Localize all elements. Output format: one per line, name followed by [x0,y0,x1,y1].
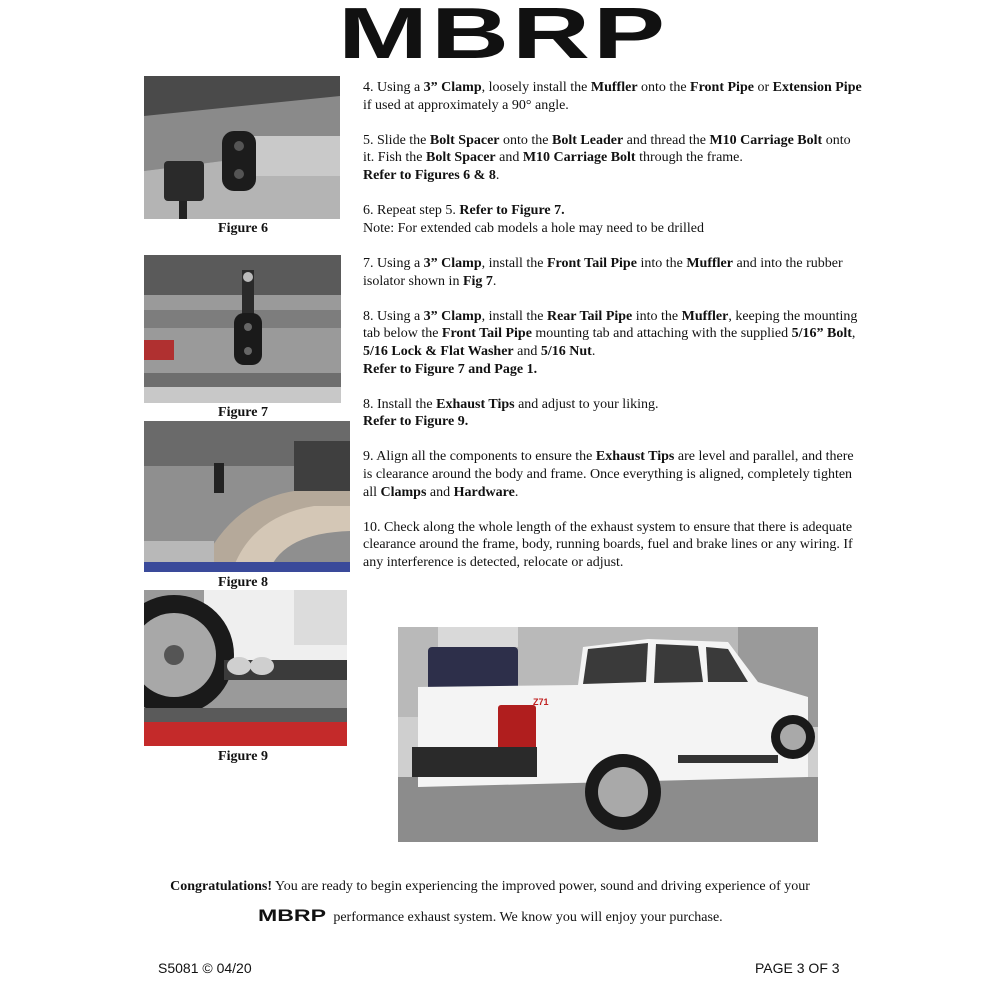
step-bold-term: M10 Carriage Bolt [709,132,823,148]
step-bold-term: Front Pipe [690,80,754,95]
step-bold-term: Refer to Figure 9. [363,414,469,430]
mbrp-mini-logo [257,907,327,923]
step-text: 7. Using a [363,255,424,271]
step-text: are level and parallel, and there is clearance around the body and frame. Once everything is aligned, completely tighten all [363,449,854,500]
step-bold-term: Refer to Figure 7 and Page 1. [363,361,538,377]
closing-line-2-text: performance exhaust system. We know you will enjoy your purchase. [333,910,723,925]
step-text: 10. Check along the whole length of the exhaust system to ensure that there is adequate clearance around the frame, body, running boards, fuel and brake lines or any wiring. If any interference is detected, relocate or adjust. [363,519,853,571]
step-bold-term: Front Tail Pipe [546,255,637,271]
step-bold-term: 3” Clamp [423,80,482,95]
step-bold-term: Muffler [681,308,729,324]
figure-9-caption: Figure 9 [218,749,268,764]
footer-part-number: S5081 © 04/20 [158,960,252,976]
step-2 [363,132,863,185]
step-text: onto it. Fish the [363,132,851,166]
step-bold-term: 5/16” Bolt [791,326,852,342]
step-bold-term: Refer to Figures 6 & 8 [363,167,496,183]
step-text: and [513,343,541,359]
step-bold-term: Front Tail Pipe [441,326,532,342]
step-text: 9. Align all the components to ensure the [363,449,596,465]
mbrp-logo [336,0,670,62]
step-6 [363,396,863,431]
step-3 [363,202,863,237]
step-text: and [495,150,523,166]
figure-9-photo [144,590,347,746]
step-4 [363,255,863,290]
step-text: into the [632,308,682,324]
step-text: . [492,273,497,289]
step-bold-term: Muffler [590,80,638,95]
step-bold-term: Rear Tail Pipe [546,308,633,324]
step-bold-term: Exhaust Tips [436,396,515,412]
congrats-bold: Congratulations! [170,879,272,894]
step-bold-term: Hardware [453,484,515,500]
step-text: mounting tab and attaching with the supplied [531,326,792,342]
step-text: if used at approximately a 90° angle. [363,97,569,113]
figure-6-caption: Figure 6 [218,221,268,236]
step-5 [363,308,863,378]
step-text: 6. Repeat step 5. [363,203,460,219]
step-text: and into the rubber isolator shown in [363,255,843,289]
step-text: onto the [637,80,691,95]
step-text: into the [636,255,687,271]
step-bold-term: Muffler [686,255,733,271]
step-1 [363,79,863,114]
step-text: , keeping the mounting tab below the [363,308,858,342]
step-text: 4. Using a [363,80,424,95]
step-bold-term: Bolt Spacer [426,150,496,166]
step-bold-term: Clamps [380,484,427,500]
step-text: 8. Install the [363,396,437,412]
step-text: onto the [499,132,552,148]
figure-8-caption: Figure 8 [218,575,268,590]
step-text: , install the [481,255,547,271]
step-text: , install the [481,308,547,324]
closing-line-1-text: You are ready to begin experiencing the improved power, sound and driving experience of your [272,879,810,894]
step-bold-term: Refer to Figure 7. [459,203,565,219]
step-text: Note: For extended cab models a hole may need to be drilled [363,220,704,236]
mbrp-logo-text: MBRP [338,0,668,62]
step-text: , [851,326,856,342]
step-text: . [495,167,500,183]
step-text: through the frame. [635,150,743,166]
step-text: 8. Using a [363,308,424,324]
step-text: 5. Slide the [363,132,430,148]
step-bold-term: 5/16 Nut [540,343,592,359]
step-bold-term: Exhaust Tips [595,449,675,465]
step-text: . [514,484,519,500]
step-text: and thread the [623,132,710,148]
step-text: or [753,80,773,95]
step-bold-term: Fig 7 [462,273,493,289]
step-text: and adjust to your liking. [514,396,659,412]
step-bold-term: 3” Clamp [423,308,482,324]
step-bold-term: Extension Pipe [772,80,862,95]
instruction-steps [363,79,863,589]
step-text: . [591,343,596,359]
step-bold-term: M10 Carriage Bolt [522,150,636,166]
step-8 [363,519,863,572]
truck-badge: Z71 [533,697,549,707]
closing-line-2 [0,907,980,926]
step-bold-term: Bolt Leader [552,132,624,148]
mbrp-mini-logo-text: MBRP [258,907,327,923]
step-text: , loosely install the [481,80,591,95]
figure-7-caption: Figure 7 [218,405,268,420]
footer-page-number: PAGE 3 OF 3 [755,960,840,976]
step-bold-term: Bolt Spacer [429,132,500,148]
figure-6-photo [144,76,340,219]
step-bold-term: 3” Clamp [423,255,482,271]
step-7 [363,448,863,501]
step-bold-term: 5/16 Lock & Flat Washer [363,343,514,359]
step-text: and [426,484,454,500]
truck-photo [398,627,818,842]
figure-7-photo [144,255,341,403]
figure-8-photo [144,421,350,572]
closing-line-1 [0,879,980,895]
